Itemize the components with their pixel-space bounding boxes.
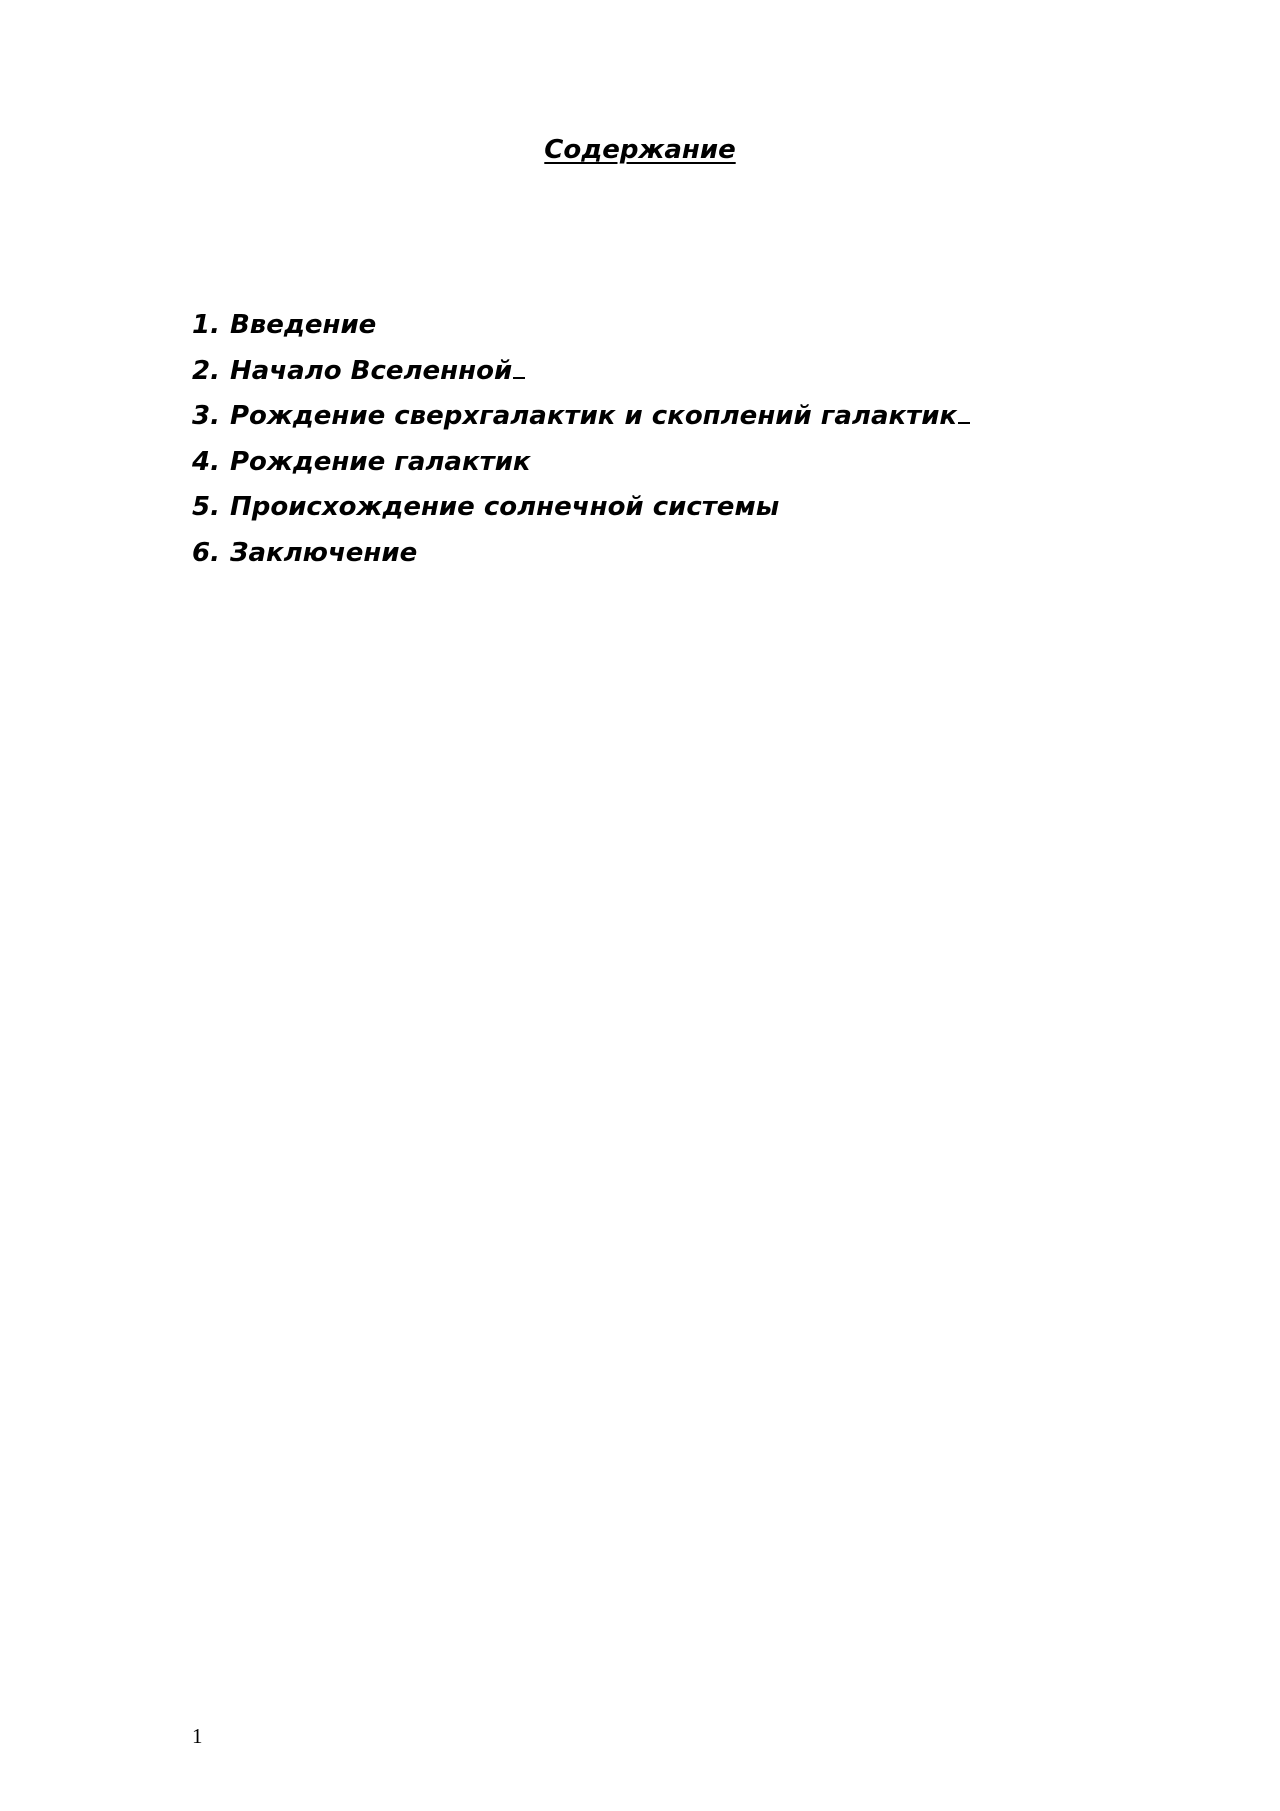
toc-item-label: Заключение [229,537,418,568]
toc-item-number: 3. [192,401,220,431]
toc-item-label: Рождение галактик [229,446,531,477]
toc-item-universe-origin [192,349,970,395]
toc-item-label: Начало Вселенной [229,355,513,386]
trailing-underline [958,422,970,424]
toc-item-number: 5. [192,492,220,522]
toc-item-label: Введение [229,310,377,340]
toc-item-label: Рождение сверхгалактик и скоплений галактик [229,401,958,431]
toc-item-number: 1. [192,310,220,340]
page-title: Содержание [544,135,736,165]
toc-item-label: Происхождение солнечной системы [229,492,780,522]
toc-item-number: 2. [192,355,220,386]
page-number: 1 [192,1724,203,1748]
toc-item-supergalaxies [192,394,970,440]
trailing-underline [513,377,525,379]
toc-item-galaxies [192,440,970,486]
toc-item-number: 4. [192,446,220,477]
toc-item-number: 6. [192,537,220,568]
toc-item-solar-system [192,485,970,531]
toc-item-introduction [192,303,970,349]
table-of-contents [192,303,970,576]
toc-item-conclusion [192,531,970,577]
